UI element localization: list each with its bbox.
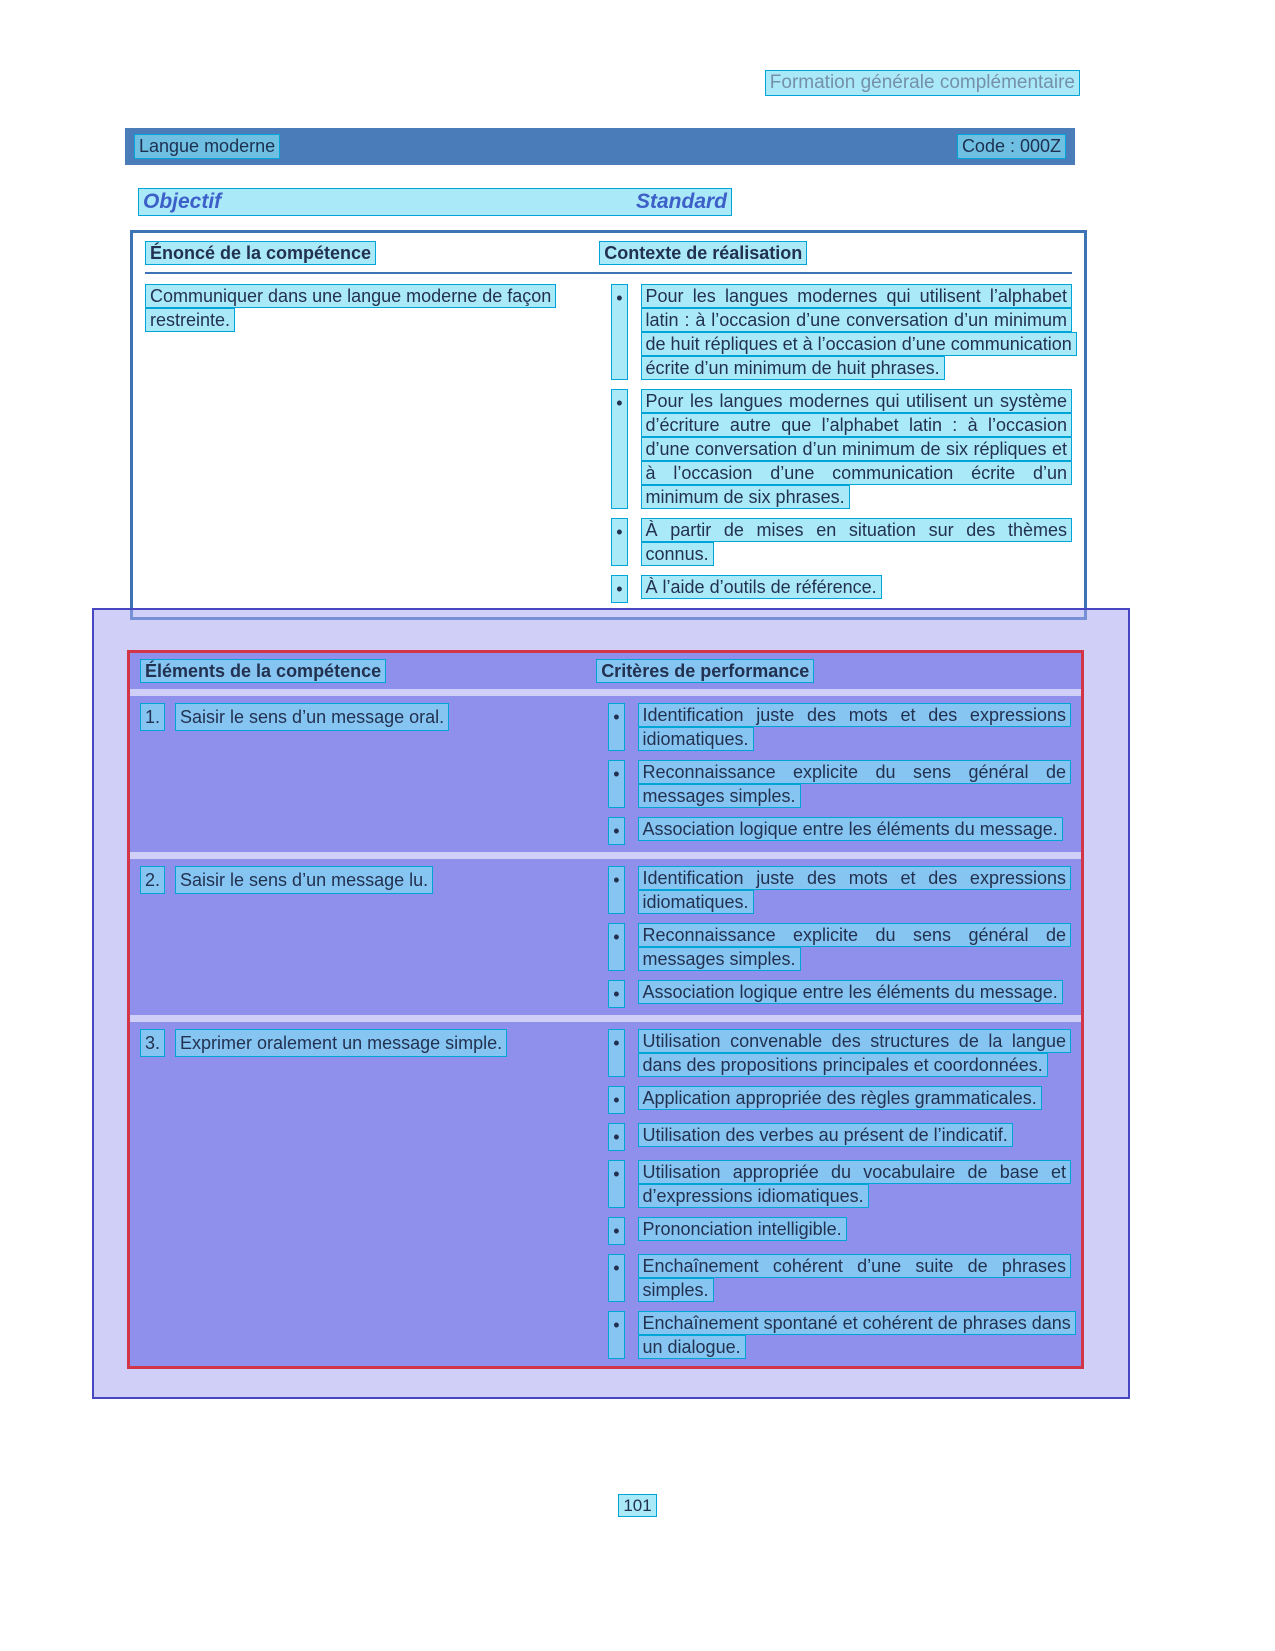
heading-objectif: Objectif [143, 190, 222, 213]
bullet-icon: • [608, 1254, 624, 1302]
bullet-icon: • [608, 1217, 624, 1245]
competence-table-body [145, 284, 1072, 603]
list-item [596, 923, 1071, 971]
bullet-icon: • [608, 1029, 624, 1077]
list-item [596, 980, 1071, 1008]
context-item-text: Pour les langues modernes qui utilisent l’alphabet latin : à l’occasion d’une conversation d’un minimum de huit répliques et à l’occasion d’une communication écrite d’un minimum de huit phrases. [641, 284, 1077, 380]
criterion-text: Identification juste des mots et des expressions idiomatiques. [638, 866, 1071, 914]
context-list [599, 284, 1072, 603]
course-title: Langue moderne [134, 134, 280, 159]
context-item-text: Pour les langues modernes qui utilisent un système d’écriture autre que l’alphabet latin : à l’occasion d’une conversation d’un minimum de six répliques et à l’occasion d’une communication écrite d’un minimum de six phrases. [641, 389, 1072, 509]
criterion-text: Association logique entre les éléments du message. [638, 817, 1063, 841]
criterion-text: Reconnaissance explicite du sens général de messages simples. [638, 923, 1071, 971]
element-number: 2. [140, 866, 165, 894]
elements-table [127, 650, 1084, 1369]
list-item [596, 1160, 1071, 1208]
list-item [596, 866, 1071, 914]
competence-col2-header: Contexte de réalisation [599, 241, 807, 265]
list-item [596, 1311, 1071, 1359]
bullet-icon: • [611, 575, 627, 603]
criterion-text: Prononciation intelligible. [638, 1217, 847, 1241]
bullet-icon: • [608, 1160, 624, 1208]
list-item [596, 817, 1071, 845]
list-item [596, 1254, 1071, 1302]
list-item [599, 518, 1072, 566]
document-subtitle: Formation générale complémentaire [765, 70, 1080, 96]
competence-table-header [145, 241, 1072, 274]
element-number: 1. [140, 703, 165, 731]
list-item [599, 284, 1072, 380]
bullet-icon: • [608, 1086, 624, 1114]
competence-statement-cell [145, 284, 599, 332]
competence-statement: Communiquer dans une langue moderne de façon restreinte. [145, 284, 556, 332]
table-row [130, 1022, 1081, 1366]
element-cell [140, 866, 596, 894]
context-item-text: À l’aide d’outils de référence. [641, 575, 882, 599]
list-item [596, 760, 1071, 808]
bullet-icon: • [608, 703, 624, 751]
criterion-text: Utilisation des verbes au présent de l’indicatif. [638, 1123, 1013, 1147]
criterion-text: Identification juste des mots et des expressions idiomatiques. [638, 703, 1071, 751]
competence-table [130, 230, 1087, 620]
list-item [596, 703, 1071, 751]
criterion-text: Association logique entre les éléments du message. [638, 980, 1063, 1004]
list-item [599, 389, 1072, 509]
competence-col1-header: Énoncé de la compétence [145, 241, 376, 265]
element-cell [140, 1029, 596, 1057]
bullet-icon: • [611, 518, 627, 566]
criterion-text: Utilisation convenable des structures de la langue dans des propositions principales et coordonnées. [638, 1029, 1071, 1077]
page-number: 101 [618, 1494, 656, 1517]
bullet-icon: • [608, 980, 624, 1008]
bullet-icon: • [608, 760, 624, 808]
page-number-container [0, 1496, 1275, 1516]
criteria-list [596, 866, 1071, 1008]
element-text: Saisir le sens d’un message oral. [175, 703, 449, 731]
heading-standard: Standard [635, 190, 727, 213]
table-row [130, 696, 1081, 852]
section-headings [138, 188, 732, 216]
bullet-icon: • [611, 389, 627, 509]
bullet-icon: • [608, 923, 624, 971]
elements-table-header [130, 653, 1081, 689]
bullet-icon: • [608, 866, 624, 914]
criteria-list [596, 1029, 1071, 1359]
criterion-text: Utilisation appropriée du vocabulaire de base et d’expressions idiomatiques. [638, 1160, 1071, 1208]
list-item [596, 1217, 1071, 1245]
list-item [599, 575, 1072, 603]
criteria-list [596, 703, 1071, 845]
criterion-text: Enchaînement spontané et cohérent de phrases dans un dialogue. [638, 1311, 1076, 1359]
context-item-text: À partir de mises en situation sur des thèmes connus. [641, 518, 1072, 566]
bullet-icon: • [608, 1123, 624, 1151]
elements-col1-header: Éléments de la compétence [140, 659, 386, 683]
criterion-text: Application appropriée des règles grammaticales. [638, 1086, 1042, 1110]
element-cell [140, 703, 596, 731]
criterion-text: Enchaînement cohérent d’une suite de phrases simples. [638, 1254, 1071, 1302]
title-bar [125, 128, 1075, 165]
bullet-icon: • [608, 817, 624, 845]
element-number: 3. [140, 1029, 165, 1057]
list-item [596, 1086, 1071, 1114]
criterion-text: Reconnaissance explicite du sens général de messages simples. [638, 760, 1071, 808]
element-text: Saisir le sens d’un message lu. [175, 866, 433, 894]
course-code: Code : 000Z [957, 134, 1066, 159]
table-row [130, 859, 1081, 1015]
elements-col2-header: Critères de performance [596, 659, 814, 683]
list-item [596, 1123, 1071, 1151]
bullet-icon: • [608, 1311, 624, 1359]
element-text: Exprimer oralement un message simple. [175, 1029, 507, 1057]
list-item [596, 1029, 1071, 1077]
annotation-region-overlay [92, 608, 1130, 1399]
bullet-icon: • [611, 284, 627, 380]
